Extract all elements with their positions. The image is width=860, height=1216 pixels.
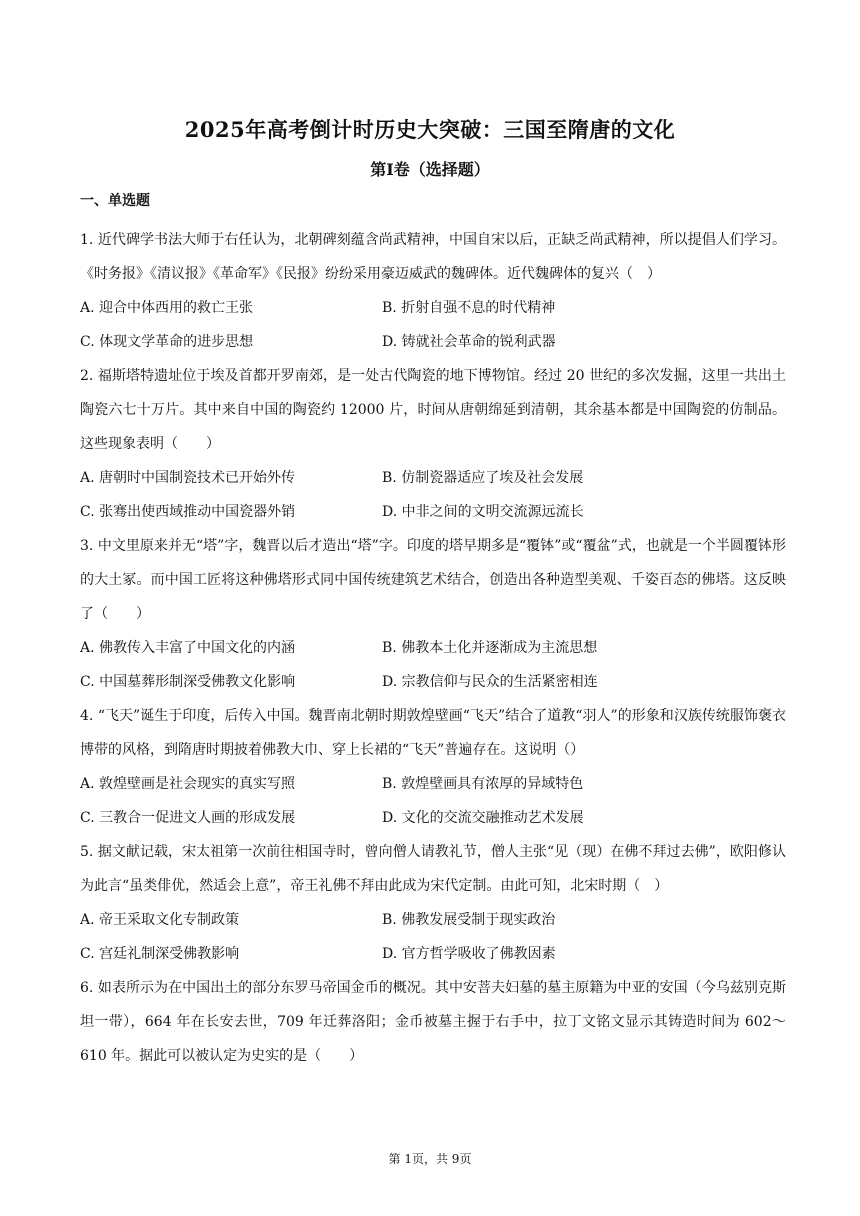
option-b: B. 仿制瓷器适应了埃及社会发展 <box>382 470 584 486</box>
option-row <box>80 631 786 665</box>
option-a: A. 佛教传入丰富了中国文化的内涵 <box>80 640 296 656</box>
option-d: D. 铸就社会革命的锐利武器 <box>382 334 556 350</box>
question-stem: 4. “飞天”诞生于印度，后传入中国。魏晋南北朝时期敦煌壁画“飞天”结合了道教“羽人”的形象和汉族传统服饰褒衣博带的风格，到隋唐时期披着佛教大巾、穿上长裙的“飞天”普遍存在。这说明（） <box>80 708 786 758</box>
option-d: D. 宗教信仰与民众的生活紧密相连 <box>382 674 598 690</box>
option-row <box>80 937 786 971</box>
option-c: C. 体现文学革命的进步思想 <box>80 334 254 350</box>
question-5 <box>80 835 786 971</box>
option-c: C. 中国墓葬形制深受佛教文化影响 <box>80 674 296 690</box>
question-6 <box>80 971 786 1073</box>
option-b: B. 折射自强不息的时代精神 <box>382 300 556 316</box>
question-stem: 6. 如表所示为在中国出土的部分东罗马帝国金币的概况。其中安菩夫妇墓的墓主原籍为中亚的安国（今乌兹别克斯坦一带），664 年在长安去世，709 年迁葬洛阳；金币被墓主握于右手中，拉丁文铭文显示其铸造时间为 602～610 年。据此可以被认定为史实的是（ ） <box>80 980 786 1064</box>
question-stem: 1. 近代碑学书法大师于右任认为，北朝碑刻蕴含尚武精神，中国自宋以后，正缺乏尚武精神，所以提倡人们学习。《时务报》《清议报》《革命军》《民报》纷纷采用豪迈威武的魏碑体。近代魏碑体的复兴（ ） <box>80 232 786 282</box>
question-4 <box>80 699 786 835</box>
option-d: D. 文化的交流交融推动艺术发展 <box>382 810 584 826</box>
section-heading: 一、单选题 <box>80 193 150 209</box>
option-c: C. 宫廷礼制深受佛教影响 <box>80 946 240 962</box>
option-c: C. 张骞出使西域推动中国瓷器外销 <box>80 504 296 520</box>
option-row <box>80 495 786 529</box>
question-list <box>80 223 786 1073</box>
option-a: A. 帝王采取文化专制政策 <box>80 912 240 928</box>
question-stem: 5. 据文献记载，宋太祖第一次前往相国寺时，曾向僧人请教礼节，僧人主张“见（现）在佛不拜过去佛”，欧阳修认为此言“虽类俳优，然适会上意”，帝王礼佛不拜由此成为宋代定制。由此可知，北宋时期（ ） <box>80 844 786 894</box>
question-2 <box>80 359 786 529</box>
option-row <box>80 767 786 801</box>
option-row <box>80 665 786 699</box>
question-stem: 3. 中文里原来并无“塔”字，魏晋以后才造出“塔”字。印度的塔早期多是“覆钵”或“覆盆”式，也就是一个半圆覆钵形的大土冢。而中国工匠将这种佛塔形式同中国传统建筑艺术结合，创造出各种造型美观、千姿百态的佛塔。这反映了（ ） <box>80 538 786 622</box>
option-row <box>80 291 786 325</box>
option-row <box>80 801 786 835</box>
option-d: D. 中非之间的文明交流源远流长 <box>382 504 584 520</box>
question-stem: 2. 福斯塔特遗址位于埃及首都开罗南郊，是一处古代陶瓷的地下博物馆。经过 20 世纪的多次发掘，这里一共出土陶瓷六七十万片。其中来自中国的陶瓷约 12000 片，时间从唐朝绵延到清朝，其余基本都是中国陶瓷的仿制品。这些现象表明（ ） <box>80 368 786 452</box>
question-1 <box>80 223 786 359</box>
option-row <box>80 325 786 359</box>
option-b: B. 佛教发展受制于现实政治 <box>382 912 556 928</box>
option-a: A. 迎合中体西用的救亡王张 <box>80 300 254 316</box>
question-3 <box>80 529 786 699</box>
option-d: D. 官方哲学吸收了佛教因素 <box>382 946 556 962</box>
option-c: C. 三教合一促进文人画的形成发展 <box>80 810 296 826</box>
option-b: B. 敦煌壁画具有浓厚的异域特色 <box>382 776 584 792</box>
page-footer: 第 1页，共 9页 <box>388 1152 472 1166</box>
document-title: 2025年高考倒计时历史大突破：三国至隋唐的文化 <box>184 117 676 142</box>
option-a: A. 敦煌壁画是社会现实的真实写照 <box>80 776 296 792</box>
option-b: B. 佛教本土化并逐渐成为主流思想 <box>382 640 598 656</box>
option-row <box>80 903 786 937</box>
option-a: A. 唐朝时中国制瓷技术已开始外传 <box>80 470 296 486</box>
volume-heading: 第I卷（选择题） <box>370 160 490 179</box>
option-row <box>80 461 786 495</box>
